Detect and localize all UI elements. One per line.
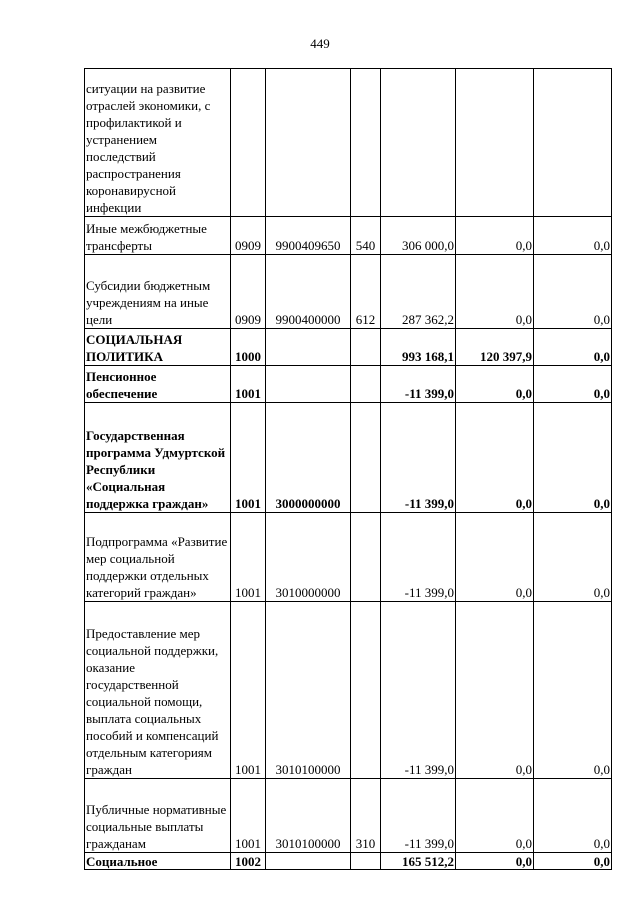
row-name: ситуации на развитие отраслей экономики, с профилактикой и устранением последствий распространения коронавирусной инфекции xyxy=(85,69,231,217)
section-code: 1001 xyxy=(231,513,266,602)
expense-kind: 540 xyxy=(351,217,381,255)
table-row xyxy=(85,255,612,329)
expense-kind xyxy=(351,69,381,217)
amount-col3: 0,0 xyxy=(534,255,612,329)
page-number: 449 xyxy=(310,36,330,51)
expense-kind xyxy=(351,513,381,602)
amount-total: 993 168,1 xyxy=(381,329,456,366)
amount-col2: 0,0 xyxy=(456,513,534,602)
expense-kind xyxy=(351,853,381,870)
target-code xyxy=(266,329,351,366)
target-code xyxy=(266,69,351,217)
expense-kind: 310 xyxy=(351,779,381,853)
table-row xyxy=(85,329,612,366)
expense-kind xyxy=(351,329,381,366)
row-name: Социальное xyxy=(85,853,231,870)
row-name: СОЦИАЛЬНАЯ ПОЛИТИКА xyxy=(85,329,231,366)
amount-col3: 0,0 xyxy=(534,513,612,602)
table-row xyxy=(85,403,612,513)
table-row xyxy=(85,779,612,853)
target-code xyxy=(266,366,351,403)
amount-col2 xyxy=(456,69,534,217)
amount-total: -11 399,0 xyxy=(381,602,456,779)
amount-col2: 0,0 xyxy=(456,255,534,329)
amount-total: -11 399,0 xyxy=(381,403,456,513)
section-code: 1001 xyxy=(231,779,266,853)
row-name: Иные межбюджетные трансферты xyxy=(85,217,231,255)
table-row xyxy=(85,602,612,779)
section-code: 1001 xyxy=(231,366,266,403)
target-code xyxy=(266,853,351,870)
row-name: Подпрограмма «Развитие мер социальной поддержки отдельных категорий граждан» xyxy=(85,513,231,602)
amount-col3: 0,0 xyxy=(534,853,612,870)
target-code: 3000000000 xyxy=(266,403,351,513)
amount-col3 xyxy=(534,69,612,217)
section-code: 0909 xyxy=(231,217,266,255)
amount-col2: 0,0 xyxy=(456,779,534,853)
target-code: 3010000000 xyxy=(266,513,351,602)
amount-col3: 0,0 xyxy=(534,602,612,779)
amount-col3: 0,0 xyxy=(534,403,612,513)
amount-col3: 0,0 xyxy=(534,366,612,403)
amount-col2: 0,0 xyxy=(456,217,534,255)
table-row xyxy=(85,513,612,602)
amount-col2: 0,0 xyxy=(456,403,534,513)
section-code: 0909 xyxy=(231,255,266,329)
amount-total: -11 399,0 xyxy=(381,779,456,853)
amount-col3: 0,0 xyxy=(534,217,612,255)
table-row xyxy=(85,853,612,870)
section-code: 1001 xyxy=(231,602,266,779)
section-code: 1001 xyxy=(231,403,266,513)
target-code: 3010100000 xyxy=(266,602,351,779)
amount-col2: 0,0 xyxy=(456,602,534,779)
amount-total xyxy=(381,69,456,217)
table-row xyxy=(85,366,612,403)
row-name: Субсидии бюджетным учреждениям на иные цели xyxy=(85,255,231,329)
amount-total: -11 399,0 xyxy=(381,366,456,403)
amount-total: -11 399,0 xyxy=(381,513,456,602)
target-code: 9900400000 xyxy=(266,255,351,329)
expense-kind: 612 xyxy=(351,255,381,329)
expense-kind xyxy=(351,602,381,779)
target-code: 9900409650 xyxy=(266,217,351,255)
expense-kind xyxy=(351,403,381,513)
amount-total: 287 362,2 xyxy=(381,255,456,329)
row-name: Публичные нормативные социальные выплаты гражданам xyxy=(85,779,231,853)
expense-kind xyxy=(351,366,381,403)
target-code: 3010100000 xyxy=(266,779,351,853)
amount-col3: 0,0 xyxy=(534,329,612,366)
section-code xyxy=(231,69,266,217)
amount-total: 165 512,2 xyxy=(381,853,456,870)
section-code: 1002 xyxy=(231,853,266,870)
row-name: Пенсионное обеспечение xyxy=(85,366,231,403)
table-body xyxy=(85,69,612,870)
row-name: Предоставление мер социальной поддержки, оказание государственной социальной помощи, выплата социальных пособий и компенсаций отдельным категориям граждан xyxy=(85,602,231,779)
row-name: Государственная программа Удмуртской Республики «Социальная поддержка граждан» xyxy=(85,403,231,513)
amount-total: 306 000,0 xyxy=(381,217,456,255)
budget-table xyxy=(84,68,612,870)
section-code: 1000 xyxy=(231,329,266,366)
amount-col2: 0,0 xyxy=(456,366,534,403)
table-row xyxy=(85,217,612,255)
amount-col2: 120 397,9 xyxy=(456,329,534,366)
amount-col3: 0,0 xyxy=(534,779,612,853)
table-row xyxy=(85,69,612,217)
amount-col2: 0,0 xyxy=(456,853,534,870)
